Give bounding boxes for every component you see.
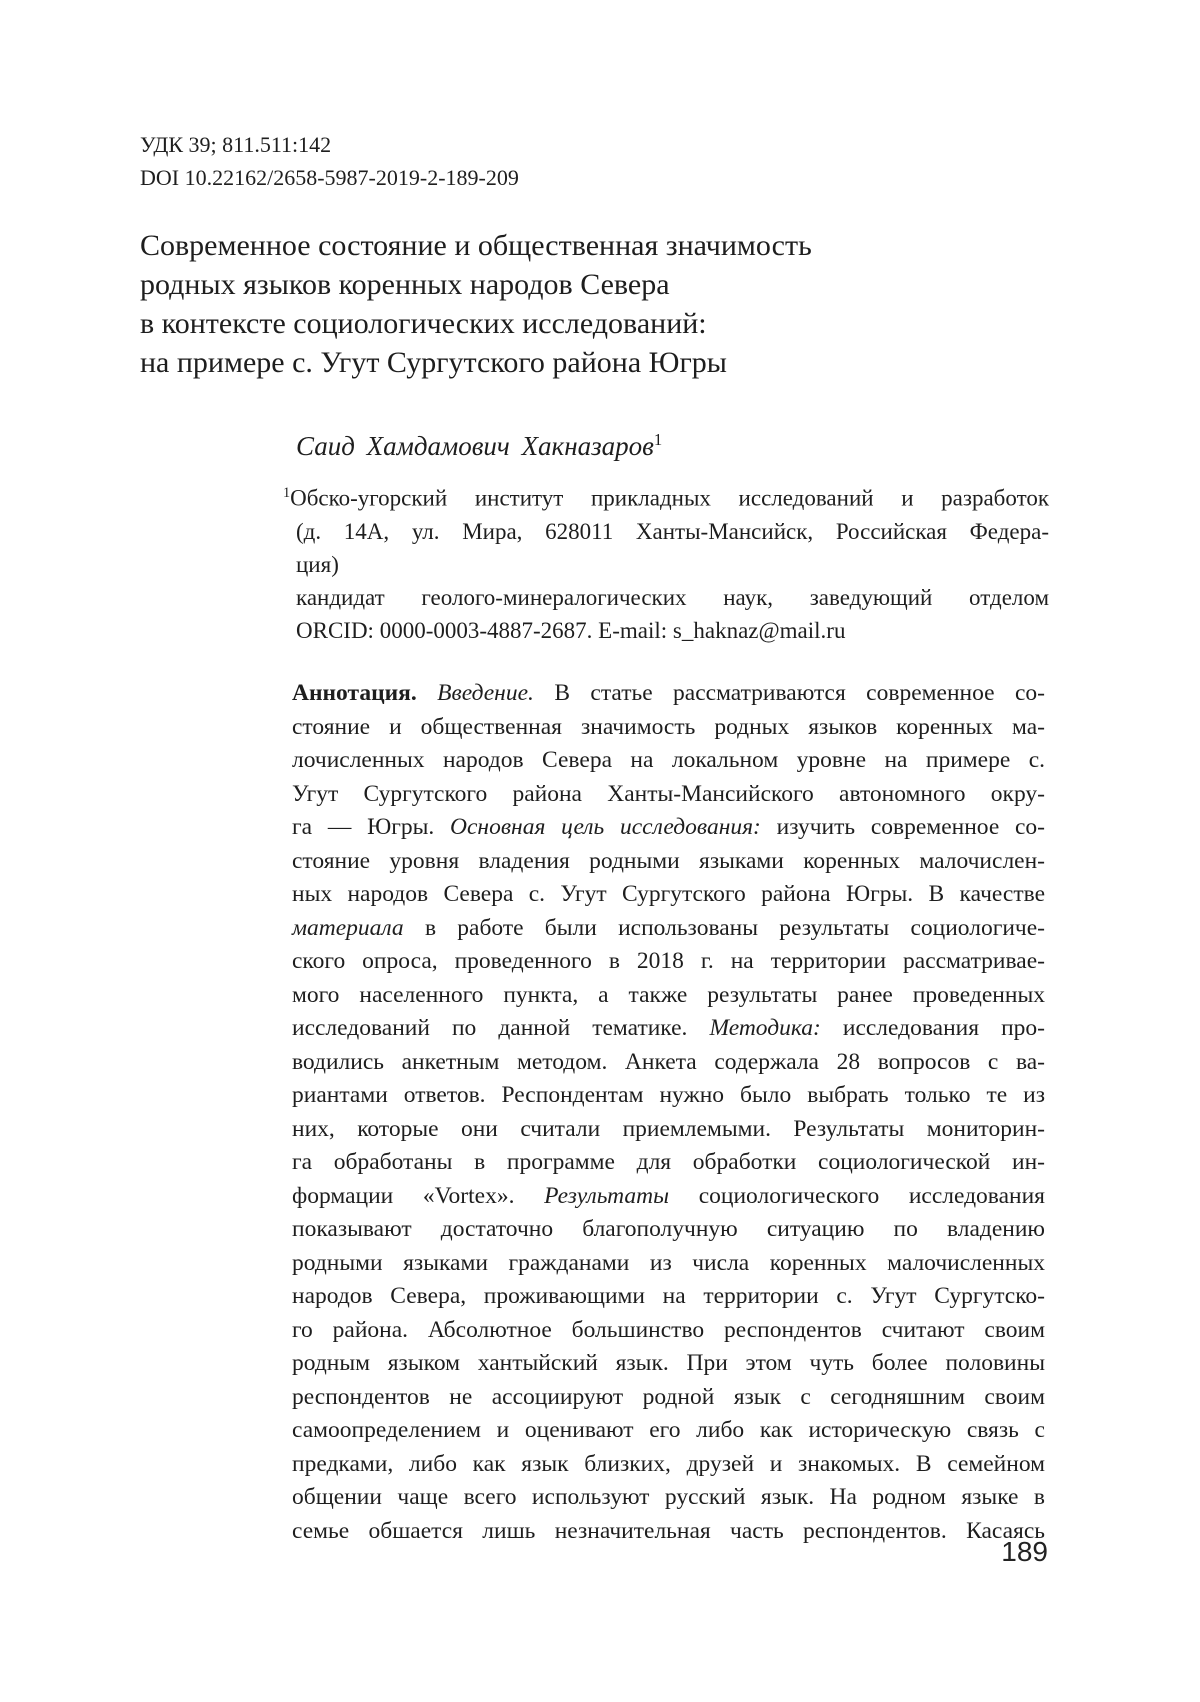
text-line: самоопределением и оценивают его либо как историческую связь с bbox=[292, 1417, 1045, 1443]
doi-line: DOI 10.22162/2658-5987-2019-2-189-209 bbox=[140, 165, 519, 190]
text-line: стояние уровня владения родными языками коренных малочислен- bbox=[292, 847, 1045, 874]
text-line: на примере с. Угут Сургутского района Югры bbox=[140, 346, 727, 379]
author-name bbox=[296, 430, 1056, 462]
text-line: ция) bbox=[296, 551, 339, 577]
text-line: Современное состояние и общественная значимость bbox=[140, 229, 812, 262]
text-line: мого населенного пункта, а также результаты ранее проведенных bbox=[292, 981, 1045, 1008]
text-line: родным языком хантыйский язык. При этом чуть более половины bbox=[292, 1350, 1045, 1376]
text-line: народов Севера, проживающими на территории с. Угут Сургутско- bbox=[292, 1283, 1045, 1309]
text-line: водились анкетным методом. Анкета содержала 28 вопросов с ва- bbox=[292, 1048, 1045, 1075]
text-line: га обработаны в программе для обработки социологической ин- bbox=[292, 1149, 1045, 1175]
text-line: материала в работе были использованы результаты социологиче- bbox=[292, 914, 1046, 941]
text-line: Угут Сургутского района Ханты-Мансийского автономного окру- bbox=[292, 780, 1045, 807]
text-line: га — Югры. Основная цель исследования: изучить современное со- bbox=[292, 814, 1046, 840]
text-line: Саид Хамдамович Хакназаров$^1$ bbox=[296, 430, 663, 461]
text-line: Аннотация. Введение. В статье рассматриваются современное со- bbox=[292, 680, 1045, 706]
text-line: формации «Vortex». Результаты социологического исследования bbox=[292, 1182, 1045, 1209]
text-line: го района. Абсолютное большинство респондентов считают своим bbox=[292, 1316, 1045, 1343]
text-line: ных народов Севера с. Угут Сургутского района Югры. В качестве bbox=[292, 881, 1045, 907]
text-line: риантами ответов. Респондентам нужно было выбрать только те из bbox=[292, 1082, 1045, 1108]
text-line: лочисленных народов Севера на локальном уровне на примере с. bbox=[292, 747, 1045, 773]
text-line: показывают достаточно благополучную ситуацию по владению bbox=[292, 1216, 1045, 1242]
text-line: $^1$Обско-угорский институт прикладных исследований и разработок bbox=[283, 485, 1049, 511]
text-line: (д. 14А, ул. Мира, 628011 Ханты-Мансийск, Российская Федера- bbox=[296, 518, 1049, 544]
text-line: общении чаще всего используют русский язык. На родном языке в bbox=[292, 1484, 1045, 1510]
article-title bbox=[140, 226, 1020, 382]
text-line: в контексте социологических исследований: bbox=[140, 307, 707, 340]
udc-line: УДК 39; 811.511:142 bbox=[140, 132, 332, 157]
text-line: кандидат геолого-минералогических наук, заведующий отделом bbox=[296, 584, 1049, 610]
udc-doi-block bbox=[140, 128, 519, 194]
text-line: предками, либо как язык близких, друзей и знакомых. В семейном bbox=[292, 1450, 1045, 1477]
text-line: родными языками гражданами из числа коренных малочисленных bbox=[292, 1249, 1045, 1276]
abstract-paragraph bbox=[292, 677, 1045, 1548]
text-line: семье обшается лишь незначительная часть респондентов. Касаясь bbox=[292, 1517, 1045, 1544]
text-line: родных языков коренных народов Севера bbox=[140, 268, 670, 301]
page-number: 189 bbox=[1001, 1536, 1048, 1567]
text-line: респондентов не ассоциируют родной язык с сегодняшним своим bbox=[292, 1383, 1045, 1410]
affiliation-block bbox=[283, 477, 1049, 647]
text-line: ского опроса, проведенного в 2018 г. на территории рассматривае- bbox=[292, 948, 1045, 974]
text-line: стояние и общественная значимость родных языков коренных ма- bbox=[292, 713, 1045, 740]
text-line: них, которые они считали приемлемыми. Результаты мониторин- bbox=[292, 1115, 1045, 1142]
text-line: ORCID: 0000-0003-4887-2687. E-mail: s_haknaz@mail.ru bbox=[296, 617, 846, 643]
text-line: исследований по данной тематике. Методика: исследования про- bbox=[292, 1015, 1045, 1041]
